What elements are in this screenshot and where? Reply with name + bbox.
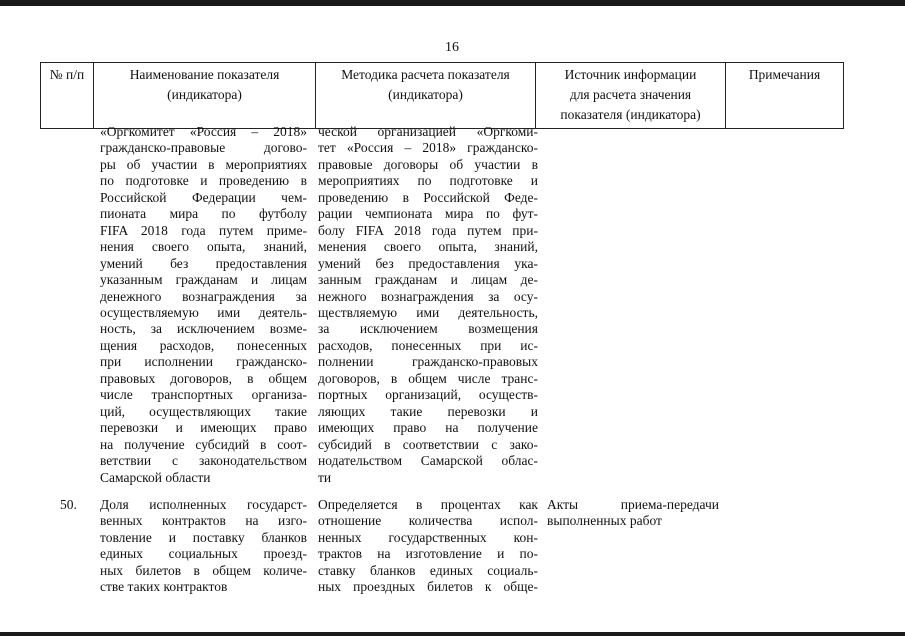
text-line: нения своего опыта, знаний,	[100, 239, 307, 255]
text-line: Акты приема-передачи	[547, 497, 719, 512]
text-line: ветствии с законодательством	[100, 453, 307, 469]
text-line: болу FIFA 2018 года путем при-	[318, 222, 538, 238]
page-number: 16	[445, 40, 459, 55]
text-line: ти	[318, 469, 332, 485]
text-line: рации чемпионата мира по фут-	[318, 206, 538, 222]
header-name: Наименование показателя (индикатора)	[129, 67, 280, 102]
header-num: № п/п	[49, 67, 85, 82]
text-line: числе транспортных организа-	[100, 387, 307, 403]
text-line: полнении гражданско-правовых	[318, 354, 538, 370]
text-line: осуществляемую ими деятель-	[100, 304, 307, 320]
text-line: ных билетов в общем количе-	[100, 562, 307, 578]
text-line: ность, за исключением возме-	[100, 321, 307, 337]
text-line: при исполнении гражданско-	[100, 354, 307, 370]
text-line: тет «Россия – 2018» гражданско-	[318, 140, 538, 156]
text-line: ставку бланков единых социаль-	[318, 562, 538, 578]
header-method-cell	[316, 63, 536, 129]
text-line: отношение количества испол-	[318, 513, 538, 529]
continuation-method-text	[318, 124, 538, 486]
header-notes-cell	[726, 63, 844, 129]
continuation-name-text	[100, 124, 307, 486]
text-line: единых социальных проезд-	[100, 546, 307, 562]
row-50-number: 50.	[60, 497, 77, 512]
text-line: трактов на изготовление и по-	[318, 546, 538, 562]
text-line: умений без предоставления ука-	[318, 255, 538, 271]
header-name-cell	[94, 63, 316, 129]
text-line: FIFA 2018 года путем приме-	[100, 222, 307, 238]
text-line: Определяется в процентах как	[318, 497, 538, 512]
text-line: занным гражданам и лицам де-	[318, 272, 538, 288]
text-line: стве таких контрактов	[100, 579, 228, 595]
table-header	[40, 62, 844, 129]
text-line: денежного вознаграждения за	[100, 288, 307, 304]
text-line: Российской Федерации чем-	[100, 189, 307, 205]
text-line: правовые договоры об участии в	[318, 156, 538, 172]
text-line: щения расходов, понесенных	[100, 337, 307, 353]
text-line: за исключением возмещения	[318, 321, 538, 337]
text-line: на получение субсидий в соот-	[100, 436, 307, 452]
text-line: имеющих право на получение	[318, 420, 538, 436]
bottom-border-rule	[0, 632, 905, 636]
header-source-cell	[536, 63, 726, 129]
text-line: ществляемую ими деятельность,	[318, 304, 538, 320]
text-line: ры об участии в мероприятиях	[100, 156, 307, 172]
text-line: перевозки и имеющих право	[100, 420, 307, 436]
text-line: по подготовке и проведению в	[100, 173, 307, 189]
text-line: товление и поставку бланков	[100, 529, 307, 545]
header-notes: Примечания	[748, 67, 821, 82]
text-line: умений без предоставления	[100, 255, 307, 271]
text-line: ненных государственных кон-	[318, 529, 538, 545]
text-line: нодательством Самарской облас-	[318, 453, 538, 469]
row-50-source-text	[547, 497, 719, 530]
header-source: Источник информации для расчета значения показателя (индикатора)	[560, 67, 701, 122]
text-line: субсидий в соответствии с зако-	[318, 436, 538, 452]
text-line: гражданско-правовые догово-	[100, 140, 307, 156]
text-line: выполненных работ	[547, 513, 662, 529]
text-line: нежного вознаграждения за осу-	[318, 288, 538, 304]
text-line: ческой организацией «Оргкоми-	[318, 124, 538, 139]
text-line: ляющих такие перевозки и	[318, 403, 538, 419]
text-line: мероприятиях по подготовке и	[318, 173, 538, 189]
text-line: указанным гражданам и лицам	[100, 272, 307, 288]
text-line: менения своего опыта, знаний,	[318, 239, 538, 255]
row-50-name-text	[100, 497, 307, 596]
row-50-method-text	[318, 497, 538, 596]
text-line: расходов, понесенных при ис-	[318, 337, 538, 353]
text-line: портных организаций, осуществ-	[318, 387, 538, 403]
text-line: ных проездных билетов к обще-	[318, 579, 538, 595]
top-border-rule	[0, 0, 905, 6]
header-method: Методика расчета показателя (индикатора)	[341, 67, 510, 102]
text-line: пионата мира по футболу	[100, 206, 307, 222]
text-line: венных контрактов на изго-	[100, 513, 307, 529]
header-num-cell	[41, 63, 94, 129]
text-line: Самарской области	[100, 469, 211, 485]
text-line: ций, осуществляющих такие	[100, 403, 307, 419]
text-line: проведению в Российской Феде-	[318, 189, 538, 205]
text-line: «Оргкомитет «Россия – 2018»	[100, 124, 307, 139]
text-line: правовых договоров, в общем	[100, 370, 307, 386]
text-line: Доля исполненных государст-	[100, 497, 307, 512]
text-line: договоров, в общем числе транс-	[318, 370, 538, 386]
